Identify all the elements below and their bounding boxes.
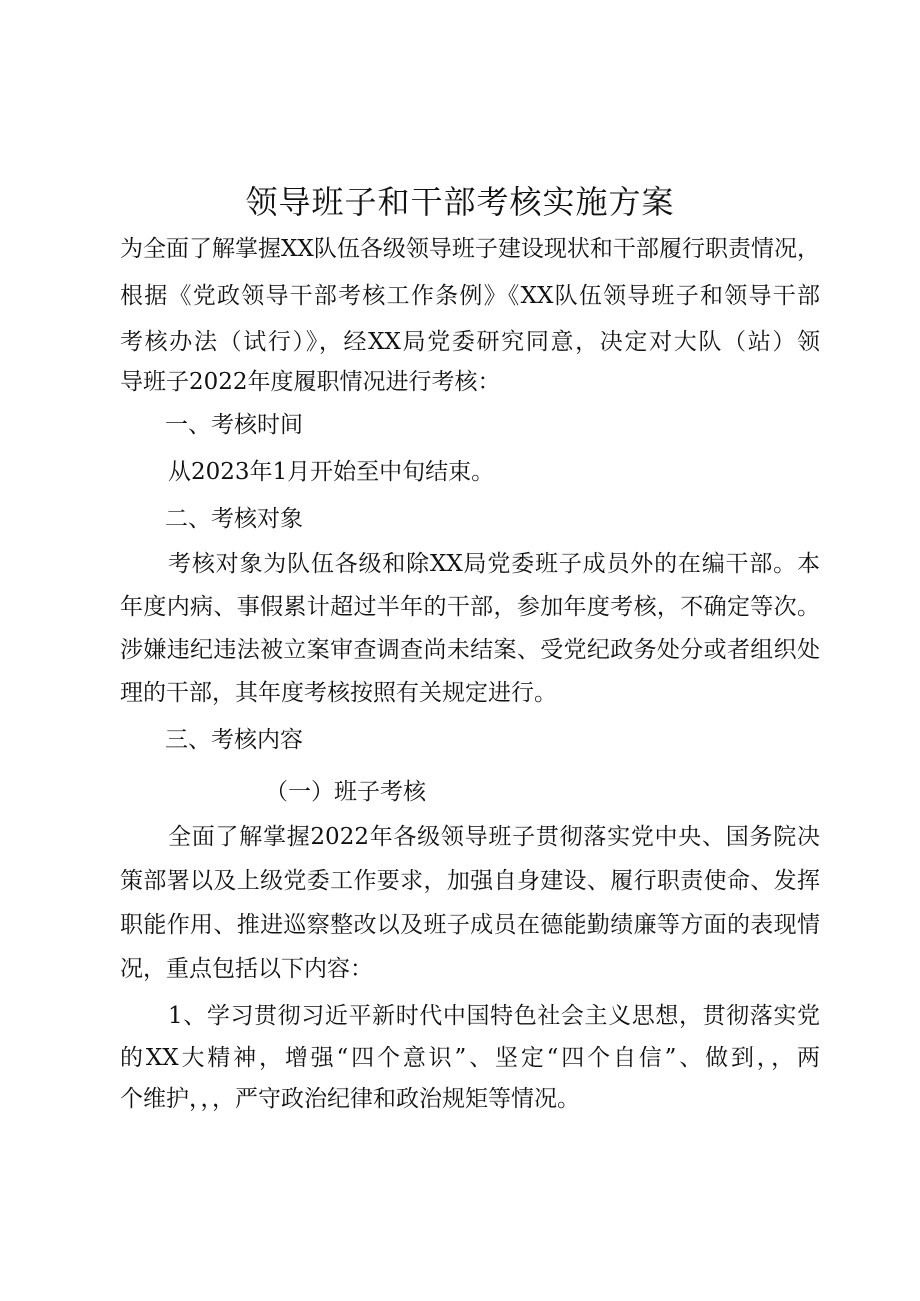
section-targets-line: 考核对象为队伍各级和除XX局党委班子成员外的在编干部。本: [168, 551, 820, 577]
document-title: 领导班子和干部考核实施方案: [245, 183, 675, 221]
section-content-line: 的XX大精神，增强“四个意识”、坚定“四个自信”、做到，，两: [120, 1045, 820, 1071]
section-targets-line: 涉嫌违纪违法被立案审查调查尚未结案、受党纪政务处分或者组织处: [120, 637, 820, 663]
section-content-line: 1、学习贯彻习近平新时代中国特色社会主义思想，贯彻落实党: [168, 1003, 820, 1029]
section-heading-time: 一、考核时间: [165, 412, 303, 438]
section-content-line: 职能作用、推进巡察整改以及班子成员在德能勤绩廉等方面的表现情: [120, 912, 820, 938]
intro-line: 根据《党政领导干部考核工作条例》《XX队伍领导班子和领导干部: [120, 283, 820, 309]
section-content-line: 个维护，，，严守政治纪律和政治规矩等情况。: [120, 1086, 580, 1112]
intro-line: 为全面了解掌握XX队伍各级领导班子建设现状和干部履行职责情况，: [120, 236, 820, 262]
section-targets-line: 理的干部，其年度考核按照有关规定进行。: [120, 680, 557, 706]
section-heading-targets: 二、考核对象: [165, 506, 303, 532]
section-content-line: 策部署以及上级党委工作要求，加强自身建设、履行职责使命、发挥: [120, 868, 820, 894]
section-heading-content: 三、考核内容: [165, 727, 303, 753]
section-content-line: 况，重点包括以下内容：: [120, 956, 373, 982]
section-content-line: 全面了解掌握2022年各级领导班子贯彻落实党中央、国务院决: [168, 824, 820, 850]
subsection-heading-team: （一）班子考核: [265, 779, 426, 805]
intro-line: 考核办法（试行）》，经XX局党委研究同意，决定对大队（站）领: [120, 329, 820, 355]
section-targets-line: 年度内病、事假累计超过半年的干部，参加年度考核，不确定等次。: [120, 594, 820, 620]
section-time-text: 从2023年1月开始至中旬结束。: [168, 459, 495, 485]
intro-line: 导班子2022年度履职情况进行考核：: [120, 369, 501, 395]
